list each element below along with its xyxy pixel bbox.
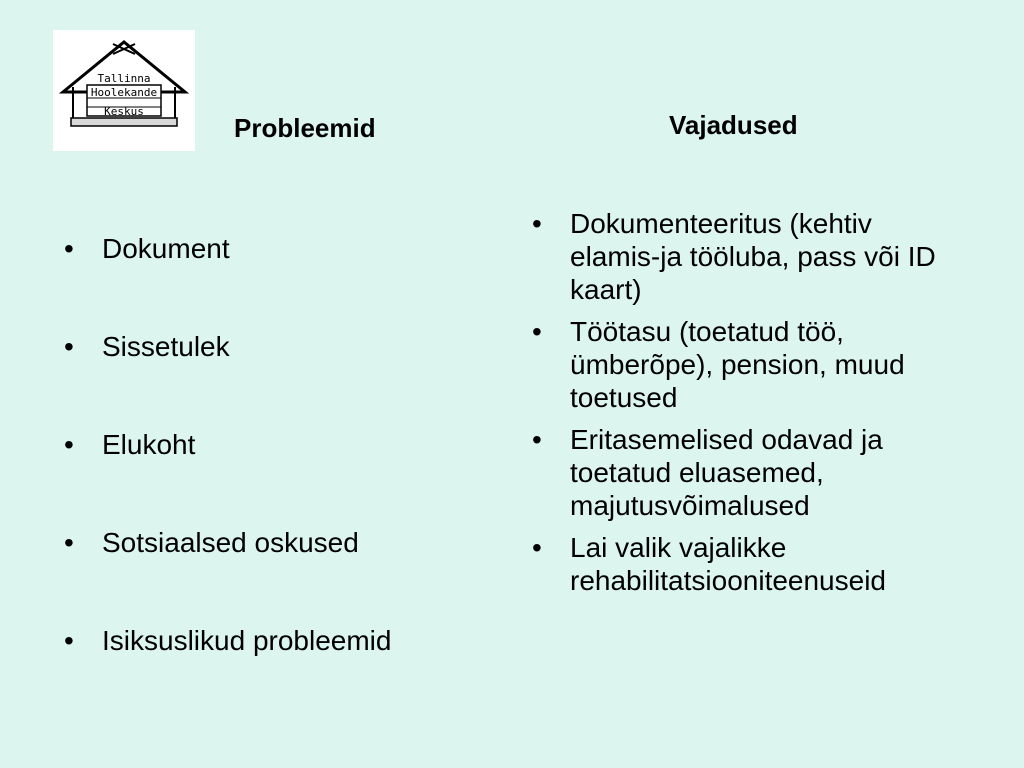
bullet-icon: • (64, 233, 74, 264)
list-item-text: Lai valik vajalikke rehabilitatsiooniteenuseid (570, 532, 886, 597)
logo (53, 30, 195, 151)
needs-list (526, 207, 966, 606)
bullet-icon: • (64, 527, 74, 559)
list-item (526, 531, 966, 597)
list-item (526, 423, 966, 522)
heading-problems: Probleemid (234, 113, 376, 143)
bullet-icon: • (532, 316, 542, 348)
problems-list (58, 232, 488, 722)
house-logo-icon (53, 30, 195, 151)
bullet-icon: • (64, 625, 74, 657)
list-item-text: Dokument (102, 233, 230, 264)
list-item-text: Sissetulek (102, 331, 230, 363)
list-item-text: Töötasu (toetatud töö, ümberõpe), pension, muud toetused (570, 316, 905, 414)
heading-needs: Vajadused (669, 110, 798, 140)
list-item-text: Elukoht (102, 429, 196, 461)
list-item (58, 526, 488, 559)
logo-line-2: Hoolekande (90, 86, 158, 99)
list-item-text: Dokumenteeritus (kehtiv elamis-ja tööluba, pass või ID kaart) (570, 208, 936, 306)
bullet-icon: • (532, 532, 542, 564)
list-item (526, 315, 966, 414)
bullet-icon: • (64, 331, 74, 363)
logo-line-1: Tallinna (97, 72, 151, 85)
list-item (58, 428, 488, 461)
bullet-icon: • (532, 424, 542, 456)
bullet-icon: • (64, 429, 74, 461)
list-item (58, 624, 488, 657)
logo-line-3: Keskus (104, 105, 144, 118)
bullet-icon: • (532, 208, 542, 239)
list-item (58, 232, 488, 265)
list-item-text: Sotsiaalsed oskused (102, 527, 359, 559)
list-item (526, 207, 966, 306)
list-item-text: Eritasemelised odavad ja toetatud eluasemed, majutusvõimalused (570, 424, 883, 522)
list-item (58, 330, 488, 363)
list-item-text: Isiksuslikud probleemid (102, 625, 392, 657)
